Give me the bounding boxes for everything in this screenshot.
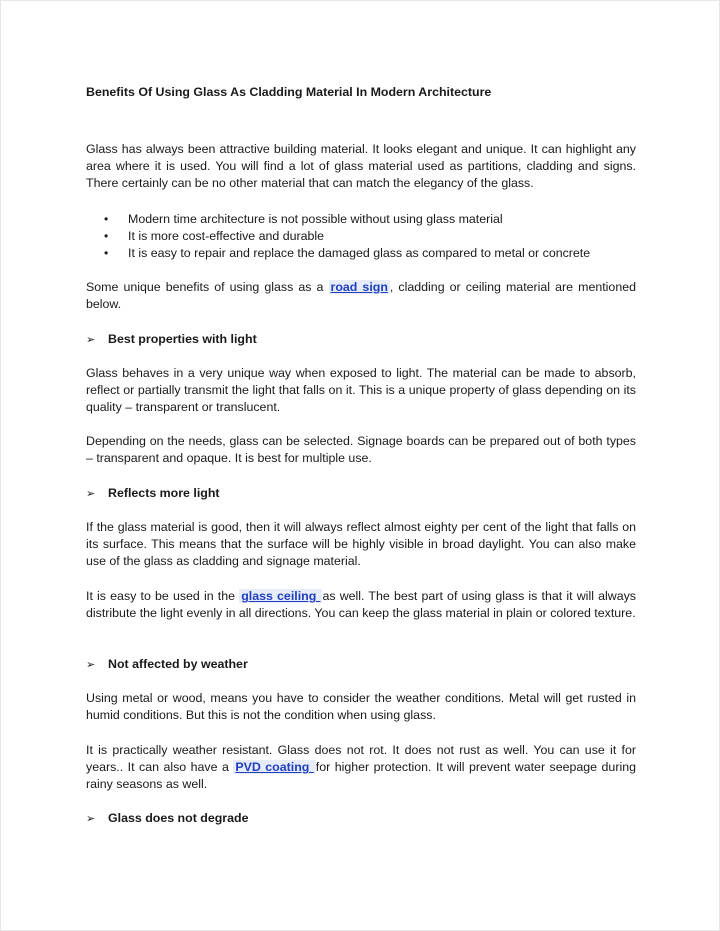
section3-text-1: Using metal or wood, means you have to consider the weather conditions. Metal will get rusted in humid conditions. But this is not the condition when using glass. xyxy=(86,691,636,723)
intro-paragraph xyxy=(86,141,636,193)
bullet-icon: • xyxy=(104,212,109,226)
section3-paragraph-2 xyxy=(86,742,636,794)
section-heading-text: Best properties with light xyxy=(108,332,257,346)
list-item xyxy=(86,245,636,262)
bullet-list xyxy=(86,211,636,262)
section-heading-light xyxy=(86,331,257,349)
bullet-icon: • xyxy=(104,246,109,260)
benefits-intro-after: , cladding or ceiling material are mentioned below. xyxy=(86,280,636,312)
list-item-text: It is more cost-effective and durable xyxy=(128,229,325,243)
section2-text-before: It is easy to be used in the xyxy=(86,589,240,603)
list-item xyxy=(86,228,636,245)
arrow-bullet-icon: ➢ xyxy=(86,488,96,500)
page-title: Benefits Of Using Glass As Cladding Material In Modern Architecture xyxy=(86,85,492,99)
benefits-intro-before: Some unique benefits of using glass as a xyxy=(86,280,329,294)
list-item xyxy=(86,211,636,228)
section-heading-text: Glass does not degrade xyxy=(108,811,249,825)
arrow-bullet-icon: ➢ xyxy=(86,813,96,825)
benefits-intro-paragraph xyxy=(86,279,636,313)
arrow-bullet-icon: ➢ xyxy=(86,334,96,346)
section2-text-after: as well. The best part of using glass is that it will always distribute the light evenly in all directions. You can keep the glass material in plain or colored texture. xyxy=(86,589,636,621)
section2-text-2 xyxy=(86,588,636,622)
section-heading-text: Reflects more light xyxy=(108,486,220,500)
section-heading-text: Not affected by weather xyxy=(108,657,248,671)
section1-paragraph-2 xyxy=(86,433,636,467)
section2-text-1: If the glass material is good, then it will always reflect almost eighty per cent of the light that falls on its surface. This means that the surface will be highly visible in broad daylight. You can also make use of the glass as cladding and signage material. xyxy=(86,520,636,569)
section1-text-2: Depending on the needs, glass can be selected. Signage boards can be prepared out of both types – transparent and opaque. It is best for multiple use. xyxy=(86,434,636,466)
section2-paragraph-1 xyxy=(86,519,636,571)
pvd-coating-link[interactable]: PVD coating xyxy=(235,760,314,775)
benefits-intro-text xyxy=(86,279,636,313)
glass-ceiling-link[interactable]: glass ceiling xyxy=(241,589,321,603)
section3-text-before: It is practically weather resistant. Glass does not rot. It does not rust as well. You can use it for years.. It can also have a xyxy=(86,743,636,775)
section1-paragraph-1 xyxy=(86,365,636,417)
section3-text-2 xyxy=(86,742,636,794)
road-sign-link[interactable]: road sign xyxy=(330,280,388,294)
bullet-icon: • xyxy=(104,229,109,243)
intro-text: Glass has always been attractive building material. It looks elegant and unique. It can highlight any area where it is used. You will find a lot of glass material used as partitions, cladding and signs. There certainly can be no other material that can match the elegancy of the glass. xyxy=(86,142,636,191)
section-heading-reflects xyxy=(86,485,220,503)
list-item-text: Modern time architecture is not possible without using glass material xyxy=(128,212,503,226)
section-heading-weather xyxy=(86,656,248,674)
section2-paragraph-2 xyxy=(86,588,636,622)
section1-text-1: Glass behaves in a very unique way when exposed to light. The material can be made to absorb, reflect or partially transmit the light that falls on it. This is a unique property of glass depending on its quality – transparent or translucent. xyxy=(86,366,636,415)
section3-text-after: for higher protection. It will prevent water seepage during rainy seasons as well. xyxy=(86,760,636,792)
section-heading-degrade xyxy=(86,810,248,828)
section3-paragraph-1 xyxy=(86,690,636,724)
arrow-bullet-icon: ➢ xyxy=(86,659,96,671)
list-item-text: It is easy to repair and replace the damaged glass as compared to metal or concrete xyxy=(128,246,591,260)
